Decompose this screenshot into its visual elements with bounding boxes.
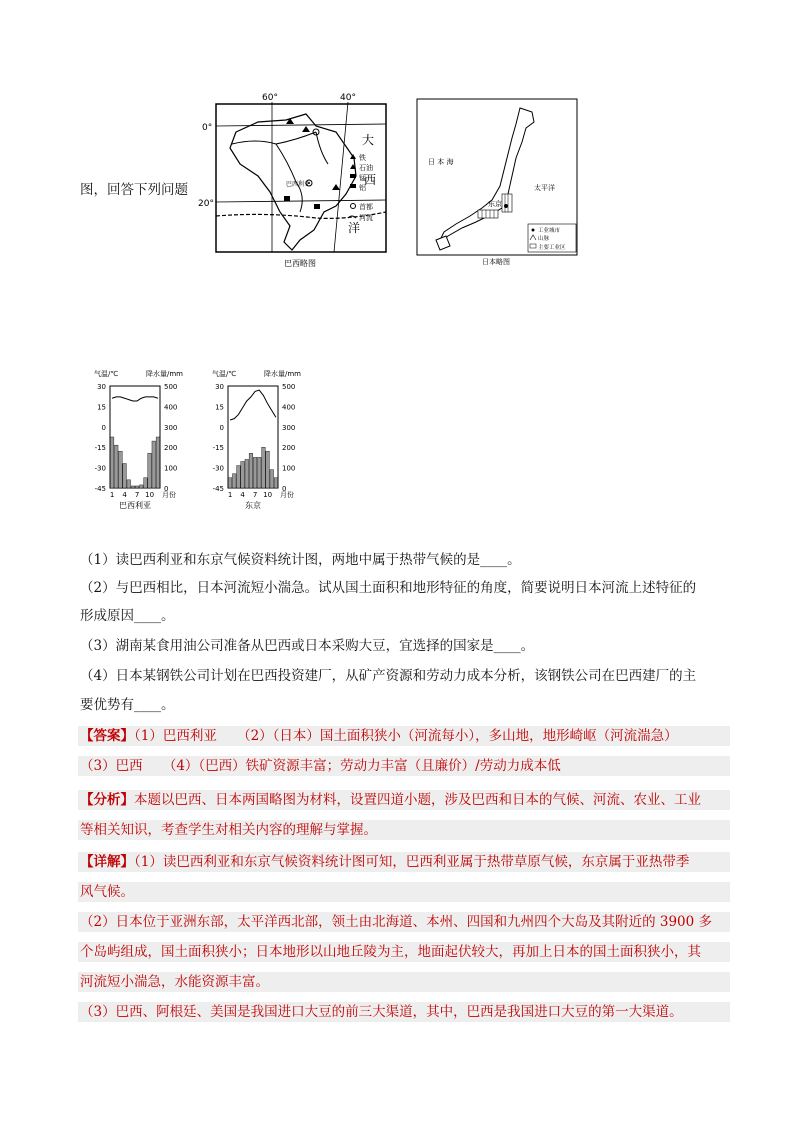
tokyo-temp-label: 气温/℃	[212, 370, 237, 378]
brazil-lon-60: 60°	[262, 93, 278, 103]
analysis-line-2: 等相关知识，考查学生对相关内容的理解与掌握。	[78, 820, 730, 840]
question-4-cont: 要优势有____。	[80, 697, 175, 713]
brazil-legend	[348, 153, 373, 222]
tokyo-precip-tick-4: 100	[282, 464, 296, 473]
tokyo-precip-bar-2	[232, 474, 236, 488]
tokyo-temp-tick-2: 0	[219, 423, 224, 432]
tokyo-month-tick-10: 10	[263, 491, 273, 499]
brasilia-temp-tick-4: -30	[94, 464, 106, 473]
japan-outline	[438, 108, 534, 244]
analysis-tag: 【分析】	[80, 792, 134, 808]
tokyo-month-tick-7: 7	[252, 491, 258, 499]
brazil-map	[196, 92, 396, 272]
brasilia-temp-tick-1: 15	[97, 403, 106, 412]
japan-legend	[528, 224, 576, 252]
intro-text: 图，回答下列问题	[80, 182, 188, 198]
brasilia-temp-tick-2: 0	[101, 423, 106, 432]
brasilia-precip-bar-3	[119, 451, 123, 488]
brasilia-name: 巴西利亚	[119, 501, 151, 510]
answer-line-2: （3）巴西 （4）（巴西）铁矿资源丰富；劳动力丰富（且廉价）/劳动力成本低	[78, 756, 730, 776]
detail-line-5: 河流短小湍急，水能资源丰富。	[78, 972, 730, 992]
tokyo-precip-bar-12	[274, 478, 278, 488]
tokyo-precip-tick-2: 300	[282, 423, 296, 432]
brazil-city: 巴西利亚	[286, 181, 311, 188]
question-4: （4）日本某钢铁公司计划在巴西投资建厂，从矿产资源和劳动力成本分析，该钢铁公司在巴西建厂的主	[80, 668, 697, 684]
tokyo-precip-label: 降水量/mm	[264, 370, 301, 378]
brazil-ocean-3: 洋	[348, 221, 361, 235]
tokyo-month-tick-1: 1	[227, 491, 233, 499]
tokyo-precip-bar-7	[253, 457, 257, 488]
legend-capital: 首都	[359, 203, 373, 211]
legend-river: 河流	[359, 214, 373, 222]
brasilia-month-tick-7: 7	[134, 491, 140, 499]
brazil-lat-20: 20°	[198, 199, 214, 209]
brasilia-month-tick-10: 10	[145, 491, 155, 499]
brasilia-temp-tick-3: -15	[94, 444, 106, 453]
detail-tag: 【详解】	[80, 854, 134, 870]
tokyo-precip-bar-6	[249, 453, 253, 488]
brasilia-precip-tick-4: 100	[164, 464, 178, 473]
legend-manganese: 锰	[359, 174, 366, 182]
brasilia-precip-bar-1	[110, 437, 114, 488]
brasilia-precip-tick-5: 0	[164, 485, 169, 493]
detail-line-3: （2）日本位于亚洲东部，太平洋西北部，领土由北海道、本州、四国和九州四个大岛及其附近的 3900 多	[78, 912, 730, 932]
brasilia-precip-bar-4	[123, 464, 127, 488]
brasilia-month-tick-4: 4	[122, 491, 127, 499]
detail-line-4: 个岛屿组成，国土面积狭小；日本地形以山地丘陵为主，地面起伏较大，再加上日本的国土面积狭小，其	[78, 942, 730, 962]
legend-iron: 铁	[359, 154, 366, 162]
tokyo-precip-tick-5: 0	[282, 485, 287, 493]
question-3: （3）湖南某食用油公司准备从巴西或日本采购大豆，宜选择的国家是____。	[80, 638, 535, 654]
tokyo-precip-bar-10	[266, 451, 270, 488]
japan-map	[416, 98, 578, 266]
question-1: （1）读巴西利亚和东京气候资料统计图，两地中属于热带气候的是____。	[80, 552, 521, 568]
answer-line-1: 【答案】（1）巴西利亚 （2）（日本）国土面积狭小（河流每小），多山地，地形崎岖（河流湍急）	[78, 726, 730, 746]
brasilia-temp-label: 气温/℃	[94, 370, 119, 378]
tokyo-precip-bar-8	[257, 457, 261, 488]
tokyo-temp-tick-3: -15	[212, 444, 224, 453]
brasilia-precip-bar-9	[144, 478, 148, 488]
brazil-ocean-1: 大	[362, 133, 375, 147]
legend-oil: 石油	[359, 164, 373, 172]
tokyo-precip-tick-0: 500	[282, 383, 296, 391]
tokyo-precip-bar-11	[270, 470, 274, 488]
tokyo-name: 东京	[245, 501, 261, 510]
climate-charts	[60, 362, 320, 522]
question-2-cont: 形成原因____。	[80, 608, 175, 624]
tokyo-month-unit: 月份	[280, 491, 294, 499]
analysis-line-1: 【分析】本题以巴西、日本两国略图为材料，设置四道小题，涉及巴西和日本的气候、河流、农业、工业	[78, 790, 730, 810]
japan-caption: 日本略图	[482, 258, 510, 266]
tokyo-precip-bar-3	[237, 466, 241, 488]
tokyo-precip-bar-4	[241, 461, 245, 488]
brasilia-precip-bar-12	[156, 437, 160, 488]
japan-sea: 日 本 海	[428, 158, 454, 166]
brasilia-precip-bar-10	[148, 453, 152, 488]
brasilia-precip-bar-6	[131, 486, 135, 488]
brasilia-temp-tick-0: 30	[97, 383, 106, 391]
brasilia-month-unit: 月份	[162, 491, 176, 499]
tokyo-precip-bar-5	[245, 459, 249, 488]
tokyo-precip-bar-9	[262, 447, 266, 488]
brazil-lon-40: 40°	[340, 93, 356, 103]
brasilia-precip-tick-3: 200	[164, 444, 178, 453]
brasilia-precip-label: 降水量/mm	[146, 370, 183, 378]
legend-industrial-city: 工业城市	[538, 228, 561, 234]
detail-line-1: 【详解】（1）读巴西利亚和东京气候资料统计图可知，巴西利亚属于热带草原气候，东京属于亚热带季	[78, 852, 730, 872]
brasilia-precip-bar-2	[114, 445, 118, 488]
tokyo-month-tick-4: 4	[240, 491, 245, 499]
legend-aluminum: 铝	[359, 184, 366, 192]
tokyo-precip-bar-1	[228, 478, 232, 488]
brasilia-temp-tick-5: -45	[94, 485, 106, 493]
tokyo-precip-tick-1: 400	[282, 403, 296, 412]
tokyo-precip-tick-3: 200	[282, 444, 296, 453]
brasilia-precip-tick-0: 500	[164, 383, 178, 391]
tokyo-temp-tick-1: 15	[215, 403, 224, 412]
question-2: （2）与巴西相比，日本河流短小湍急。试从国土面积和地形特征的角度，简要说明日本河流上述特征的	[80, 580, 697, 596]
brasilia-temp-line	[112, 397, 158, 401]
brasilia-precip-bar-5	[127, 480, 131, 488]
brasilia-precip-tick-1: 400	[164, 403, 178, 412]
brasilia-precip-bar-7	[135, 486, 139, 488]
detail-line-2: 风气候。	[78, 882, 730, 902]
brazil-caption: 巴西略图	[284, 259, 316, 268]
detail-line-6: （3）巴西、阿根廷、美国是我国进口大豆的前三大渠道，其中，巴西是我国进口大豆的第一大渠道。	[78, 1002, 730, 1022]
tokyo-temp-line	[230, 390, 276, 420]
brasilia-precip-bar-8	[139, 485, 143, 488]
tokyo-temp-tick-5: -45	[212, 485, 224, 493]
brazil-lat-0: 0°	[202, 123, 213, 133]
japan-city: 东京	[488, 200, 502, 208]
brasilia-month-tick-1: 1	[109, 491, 115, 499]
japan-ocean: 太平洋	[534, 184, 555, 192]
brasilia-precip-bar-11	[152, 441, 156, 488]
legend-industrial-zone: 主要工业区	[538, 245, 566, 251]
answer-tag: 【答案】	[80, 728, 134, 744]
tokyo-temp-tick-4: -30	[212, 464, 224, 473]
tokyo-temp-tick-0: 30	[215, 383, 224, 391]
brasilia-precip-tick-2: 300	[164, 423, 178, 432]
brazil-ocean-2: 西	[364, 173, 377, 187]
legend-mountain: 山脉	[538, 236, 550, 242]
